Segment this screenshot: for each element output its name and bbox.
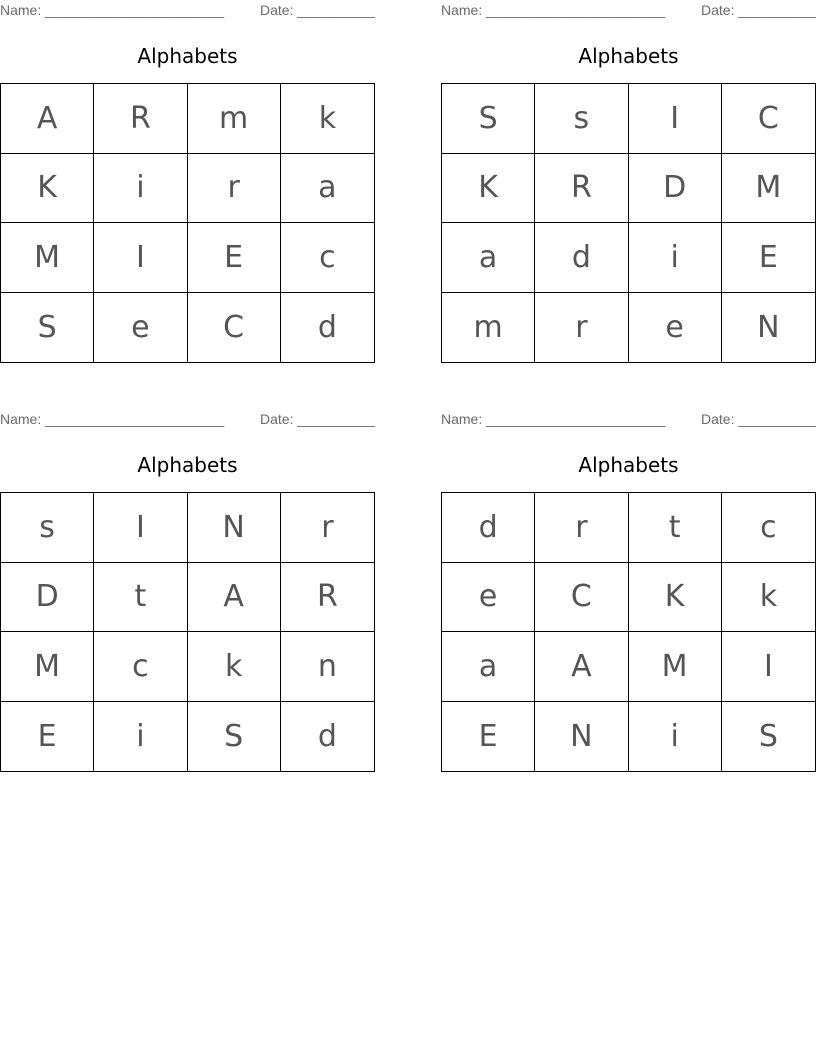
letter-cell: A <box>188 563 281 633</box>
worksheet-title: Alphabets <box>578 44 679 68</box>
letter-cell: E <box>722 223 815 293</box>
letter-cell: a <box>442 223 535 293</box>
letter-cell: I <box>94 223 187 293</box>
letter-cell: m <box>188 84 281 154</box>
worksheet-title: Alphabets <box>137 44 238 68</box>
worksheet-card <box>0 409 375 774</box>
letter-cell: i <box>629 702 722 772</box>
name-date-header <box>441 2 816 20</box>
letter-cell: d <box>442 493 535 563</box>
letter-cell: C <box>535 563 628 633</box>
name-date-header <box>0 2 375 20</box>
letter-cell: S <box>758 718 778 754</box>
date-field-label: Date: __________ <box>260 2 376 18</box>
letter-cell: R <box>94 84 187 154</box>
letter-cell: R <box>535 154 628 224</box>
letter-cell: E <box>1 702 94 772</box>
letter-grid <box>441 492 816 772</box>
letter-cell: E <box>188 223 281 293</box>
letter-cell: A <box>535 632 628 702</box>
letter-cell: s <box>535 84 628 154</box>
date-field-label: Date: __________ <box>701 2 816 18</box>
letter-cell: M <box>1 223 94 293</box>
letter-cell: r <box>535 493 628 563</box>
letter-cell: k <box>188 632 281 702</box>
letter-cell: C <box>722 84 815 154</box>
letter-cell: M <box>1 632 94 702</box>
letter-cell: d <box>535 223 628 293</box>
worksheet-title: Alphabets <box>578 453 679 477</box>
letter-cell: e <box>442 563 535 633</box>
letter-cell: a <box>442 632 535 702</box>
letter-cell: D <box>1 563 94 633</box>
letter-cell: t <box>94 563 187 633</box>
letter-cell: a <box>281 154 374 224</box>
letter-cell: c <box>722 493 815 563</box>
name-field-label: Name: _______________________ <box>441 2 666 18</box>
letter-cell: K <box>442 154 535 224</box>
date-field-label: Date: __________ <box>260 411 376 427</box>
letter-cell: i <box>94 702 187 772</box>
letter-cell: K <box>629 563 722 633</box>
letter-cell: C <box>188 293 281 363</box>
letter-cell: i <box>94 154 187 224</box>
letter-cell: N <box>757 309 780 345</box>
letter-cell: e <box>94 293 187 363</box>
letter-cell: R <box>281 563 374 633</box>
letter-cell: D <box>629 154 722 224</box>
letter-cell: I <box>629 84 722 154</box>
worksheet-title: Alphabets <box>137 453 238 477</box>
letter-cell: I <box>722 632 815 702</box>
letter-cell: n <box>281 632 374 702</box>
letter-cell: N <box>188 493 281 563</box>
letter-cell: e <box>629 293 722 363</box>
letter-cell: A <box>1 84 94 154</box>
letter-cell: S <box>442 84 535 154</box>
letter-cell: M <box>722 154 815 224</box>
letter-grid <box>441 83 816 363</box>
letter-cell: t <box>629 493 722 563</box>
letter-cell: r <box>281 493 374 563</box>
letter-cell: c <box>281 223 374 293</box>
name-field-label: Name: _______________________ <box>0 2 225 18</box>
worksheet-card <box>0 0 375 365</box>
letter-cell: i <box>629 223 722 293</box>
letter-cell: s <box>1 493 94 563</box>
worksheet-card <box>441 0 816 365</box>
letter-cell: S <box>188 702 281 772</box>
worksheet-card <box>441 409 816 774</box>
letter-cell: r <box>188 154 281 224</box>
letter-cell: k <box>281 84 374 154</box>
letter-cell: E <box>442 702 535 772</box>
name-field-label: Name: _______________________ <box>441 411 666 427</box>
letter-cell: S <box>1 293 94 363</box>
letter-cell: d <box>317 718 337 754</box>
letter-cell: c <box>94 632 187 702</box>
date-field-label: Date: __________ <box>701 411 816 427</box>
letter-cell: m <box>442 293 535 363</box>
letter-cell: M <box>629 632 722 702</box>
letter-cell: I <box>94 493 187 563</box>
letter-cell: d <box>317 309 337 345</box>
name-field-label: Name: _______________________ <box>0 411 225 427</box>
letter-cell: r <box>535 293 628 363</box>
letter-grid <box>0 492 375 772</box>
name-date-header <box>441 411 816 429</box>
letter-cell: N <box>535 702 628 772</box>
letter-cell: K <box>1 154 94 224</box>
letter-cell: k <box>722 563 815 633</box>
letter-grid <box>0 83 375 363</box>
name-date-header <box>0 411 375 429</box>
